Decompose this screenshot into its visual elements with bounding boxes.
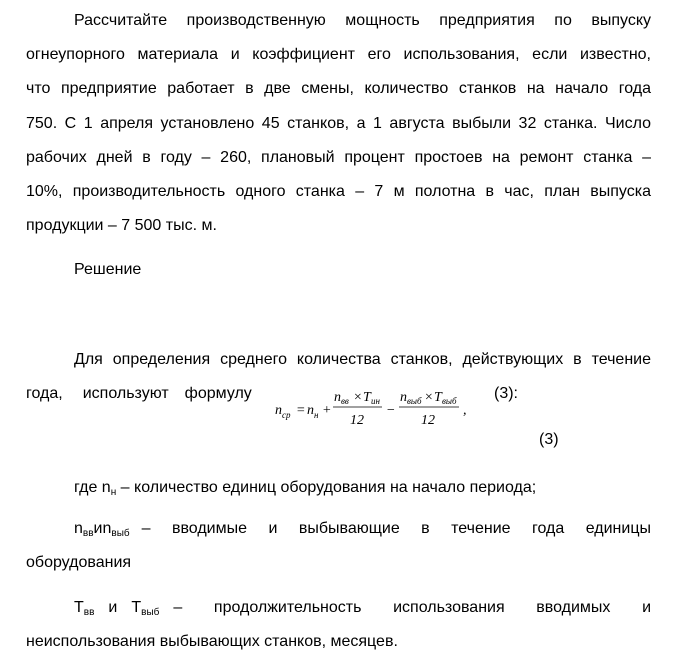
definition-line-2 [74, 518, 651, 540]
problem-line-1: Рассчитайте производственную мощность предприятия по выпуску [74, 12, 651, 29]
def3-t1: $Т_{вв}$ [74, 599, 95, 618]
formula-lhs: n [275, 403, 282, 418]
formula-num1-n: n [334, 390, 341, 405]
formula-reference: (3): [494, 385, 518, 402]
problem-line-3: что предприятие работает в две смены, количество станков на начало года [26, 80, 651, 97]
formula-num1-times: × [353, 390, 363, 405]
formula-num1-t: T [363, 390, 371, 405]
problem-line-4: 750. С 1 апреля установлено 45 станков, а 1 августа выбыли 32 станка. Число [26, 115, 651, 132]
problem-line-6: 10%, производительность одного станка – 7 м полотна в час, план выпуска [26, 183, 651, 200]
formula-num2-t: T [434, 390, 442, 405]
formula-num2-n-sub: выб [407, 396, 422, 406]
average-machines-formula [275, 385, 485, 431]
formula-num1-n-sub: вв [341, 396, 349, 406]
solution-heading: Решение [74, 261, 142, 278]
word-ispolzuyut: используют [82, 385, 169, 402]
def2-text: – вводимые и выбывающие в течение года единицы [141, 520, 651, 537]
formula-minus: − [386, 403, 396, 418]
def3-and: и [108, 599, 118, 616]
definition-line-3b: неиспользования выбывающих станков, месяцев. [26, 633, 398, 650]
formula-intro-line-2 [26, 383, 252, 405]
formula-comma: , [463, 403, 467, 418]
def1-sub: н [110, 487, 117, 498]
problem-line-2: огнеупорного материала и коэффициент его использования, если известно, [26, 46, 651, 63]
formula-den2: 12 [421, 413, 435, 428]
formula-n0: n [307, 403, 314, 418]
formula-num1-t-sub: ин [371, 396, 380, 406]
definition-line-3 [74, 597, 651, 619]
formula-n0-sub: н [314, 410, 319, 420]
def2-n1: $n_{вв}$ [74, 520, 94, 539]
formula-equals: = [296, 403, 306, 418]
problem-line-7: продукции – 7 500 тыс. м. [26, 217, 217, 234]
def2-n2: $n_{выб}$ [102, 520, 130, 539]
formula-den1: 12 [350, 413, 364, 428]
definition-line-1 [74, 477, 651, 499]
problem-line-5: рабочих дней в году – 260, плановый процент простоев на ремонт станка – [26, 149, 651, 166]
def2-and: и [93, 520, 103, 537]
word-formulu: формулу [184, 385, 252, 402]
def1-start: где n [74, 479, 111, 496]
definition-line-2b: оборудования [26, 554, 132, 571]
formula-num2-n: n [400, 390, 407, 405]
def3-text: – продолжительность использования вводимых и [173, 599, 651, 616]
formula-num2-t-sub: выб [442, 396, 457, 406]
def3-t2: $Т_{выб}$ [131, 599, 160, 618]
formula-num2-times: × [424, 390, 434, 405]
word-goda: года, [26, 385, 63, 402]
formula-intro-line-1: Для определения среднего количества станков, действующих в течение [74, 351, 651, 368]
def1-end: – количество единиц оборудования на начало периода; [116, 479, 537, 496]
formula-lhs-sub: ср [282, 410, 291, 420]
equation-number: (3) [539, 431, 559, 448]
formula-plus: + [322, 403, 332, 418]
